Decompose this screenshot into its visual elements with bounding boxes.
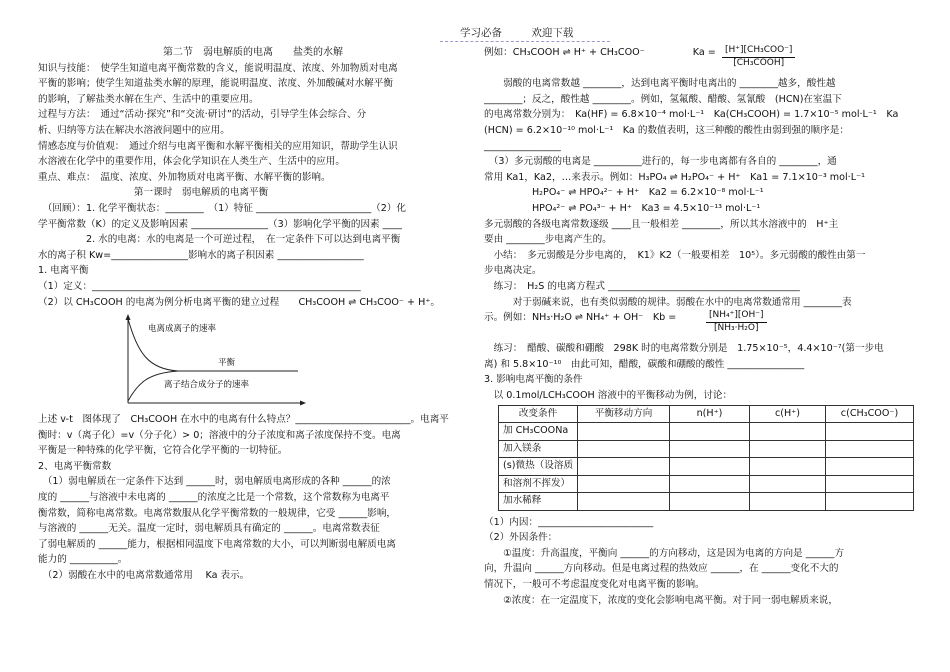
table-cell	[825, 458, 913, 476]
text-line: （1）定义：________________________________________________________	[38, 280, 361, 292]
table-header-cell: c(CH₃COO⁻)	[825, 405, 913, 423]
table-row	[499, 458, 914, 476]
text-line: 小结： 多元弱酸是分步电离的， K1》K2（一般要相差 10⁵）。多元弱酸的酸性由第一	[484, 249, 866, 261]
text-line: 练习： H₂S 的电离方程式 ________________________________________	[484, 280, 800, 292]
text-line: 衡常数，简称电离常数。电离常数服从化学平衡常数的一般规律，它受 ______影响，	[38, 507, 397, 519]
text-line: （2）以 CH₃COOH 的电离为例分析电离平衡的建立过程 CH₃COOH ⇌ CH₃COO⁻ + H⁺。	[38, 296, 440, 308]
left-column	[38, 46, 468, 585]
kb-fraction	[706, 310, 767, 334]
text-line: H₂PO₄⁻ ⇌ HPO₄²⁻ + H⁺ Ka2 = 6.2×10⁻⁸ mol·L⁻¹	[484, 187, 764, 199]
text-line: HPO₄²⁻ ⇌ PO₄³⁻ + H⁺ Ka3 = 4.5×10⁻¹³ mol·L⁻¹	[484, 202, 761, 214]
table-cell	[670, 493, 750, 511]
table-cell: (s)微热（设溶质	[499, 458, 578, 476]
text-line: (HCN) = 6.2×10⁻¹⁰ mol·L⁻¹ Ka 的数值表明，这三种酸的酸性由弱到强的顺序是：	[484, 124, 849, 136]
header-right-text: 欢迎下载	[531, 27, 574, 39]
text-line: 以 0.1mol/LCH₃COOH 溶液中的平衡移动为例，讨论：	[484, 390, 733, 402]
kb-numerator: [NH₄⁺][OH⁻]	[706, 310, 767, 323]
table-cell	[578, 423, 670, 441]
table-cell: 和溶剂不挥发）	[499, 475, 578, 493]
text-line: 向，升温向 ______方向移动。但是电离过程的热效应 ______，在 ______变化不大的	[484, 563, 839, 575]
table-cell	[750, 440, 826, 458]
table-cell	[578, 475, 670, 493]
table-cell	[670, 423, 750, 441]
ka-formula-text: 例如：CH₃COOH ⇌ H⁺ + CH₃COO⁻ Ka =	[484, 47, 716, 58]
table-cell	[825, 440, 913, 458]
text-line: 2. 水的电离：水的电离是一个可逆过程， 在一定条件下可以达到电离平衡	[38, 234, 401, 246]
subsection-title: 第一课时 弱电解质的电离平衡	[38, 187, 269, 199]
text-line: 与溶液的 ______无关。温度一定时，弱电解质具有确定的 ______。电离常数表征	[38, 523, 380, 535]
text-line: 了弱电解质的 ______能力，根据相同温度下电离常数的大小，可以判断弱电解质电离	[38, 538, 397, 550]
table-cell	[578, 493, 670, 511]
text-line: 离) 和 5.8×10⁻¹⁰ 由此可知，醋酸，碳酸和硼酸的酸性 ________________	[484, 358, 805, 370]
table-row	[499, 440, 914, 458]
ka-formula-line	[484, 45, 914, 68]
left-lines-a	[38, 62, 468, 312]
table-cell: 加入镁条	[499, 440, 578, 458]
text-line: 重点、难点： 温度、浓度、外加物质对电离平衡、水解平衡的影响。	[38, 171, 331, 183]
table-cell	[750, 423, 826, 441]
text-line: ________________	[484, 140, 561, 152]
text-line: 知识与技能： 使学生知道电离平衡常数的含义，能说明温度、浓度、外加物质对电离	[38, 62, 398, 74]
text-line: 练习： 醋酸、碳酸和硼酸 298K 时的电离常数分别是 1.75×10⁻⁵，4.4×10⁻⁷(第一步电	[484, 343, 884, 355]
text-line: （1）内因：________________________	[484, 516, 654, 528]
ionization-rate-label: 电离成离子的速率	[148, 324, 217, 335]
table-cell	[750, 475, 826, 493]
text-line: 多元弱酸的各级电离常数逐级 ____且一般相差 ________，所以其水溶液中的 H⁺主	[484, 218, 839, 230]
kb-formula-text: 示。例如：NH₃·H₂O ⇌ NH₄⁺ + OH⁻ Kb =	[484, 312, 677, 324]
table-header-cell: 平衡移动方向	[578, 405, 670, 423]
text-line: （3）多元弱酸的电离是 __________进行的，每一步电离都有各自的 ________，通	[484, 156, 837, 168]
text-line: 弱酸的电离常数越 ________，达到电离平衡时电离出的 ________越多，酸性越	[484, 78, 836, 90]
table-header-cell: 改变条件	[499, 405, 578, 423]
text-line: ________；反之，酸性越 ________。例如，氢氟酸、醋酸、氢氰酸 (HCN)在室温下	[484, 93, 842, 105]
kb-formula-line	[484, 310, 914, 333]
text-line: 能力的 __________。	[38, 554, 128, 566]
table-row	[499, 423, 914, 441]
table-cell	[750, 458, 826, 476]
text-line: 对于弱碱来说，也有类似弱酸的规律。弱酸在水中的电离常数通常用 ________表	[484, 296, 852, 308]
text-line: 1. 电离平衡	[38, 265, 89, 277]
text-line: 上述 v-t 图体现了 CH₃COOH 在水中的电离有什么特点？________________________。电离平	[38, 414, 449, 426]
text-line: 3. 影响电离平衡的条件	[484, 374, 583, 386]
spacer-line	[484, 327, 914, 343]
text-line: 平衡的影响；使学生知道盐类水解的原理，能说明温度、浓度、外加酸碱对水解平衡	[38, 78, 393, 90]
left-lines-b	[38, 413, 468, 585]
text-line: 2、电离平衡常数	[38, 460, 112, 472]
ka-denominator: [CH₃COOH]	[733, 57, 785, 68]
text-line: 水溶液在化学中的重要作用，体会化学知识在人类生产、生活中的应用。	[38, 156, 345, 168]
ka-numerator: [H⁺][CH₃COO⁻]	[722, 45, 795, 58]
text-line: （2）外因条件：	[484, 532, 558, 544]
header-divider	[440, 41, 610, 42]
header-left-text: 学习必备	[460, 27, 502, 39]
table-cell	[578, 440, 670, 458]
text-line: （2）弱酸在水中的电离常数通常用 Ka 表示。	[38, 570, 250, 582]
table-cell: 加 CH₃COONa	[499, 423, 578, 441]
right-column	[484, 46, 914, 609]
text-line: 度的 ______与溶液中未电离的 ______的浓度之比是一个常数，这个常数称为电离平	[38, 492, 390, 504]
table-cell	[825, 475, 913, 493]
table-header-cell: c(H⁺)	[750, 405, 826, 423]
kb-denominator: [NH₃·H₂O]	[714, 322, 759, 333]
text-line: 情况下，一般可不考虑温度变化对电离平衡的影响。	[484, 579, 705, 591]
table-row	[499, 475, 914, 493]
table-cell	[750, 493, 826, 511]
table-cell	[825, 423, 913, 441]
table-cell	[670, 440, 750, 458]
equilibrium-shift-table	[498, 405, 914, 511]
table-header-cell: n(H⁺)	[670, 405, 750, 423]
table-row	[499, 493, 914, 511]
table-cell	[670, 475, 750, 493]
association-rate-label: 离子结合成分子的速率	[164, 380, 250, 391]
table-header-row	[499, 405, 914, 423]
equilibrium-label: 平衡	[218, 358, 236, 369]
v-t-graph-svg	[118, 313, 308, 413]
text-line: ②浓度：在一定温度下，浓度的变化会影响电离平衡。对于同一弱电解质来说，	[484, 594, 838, 606]
text-line: 平衡是一种特殊的化学平衡，它符合化学平衡的一切特征。	[38, 445, 288, 457]
text-line: 水的离子积 Kw=________________影响水的离子积因素 __________________	[38, 249, 364, 261]
text-line: ①温度：升高温度，平衡向 ______的方向移动，这是因为电离的方向是 ______方	[484, 547, 845, 559]
text-line: 的电离常数分别为： Ka(HF) = 6.8×10⁻⁴ mol·L⁻¹ Ka(CH₃COOH) = 1.7×10⁻⁵ mol·L⁻¹ Ka	[484, 109, 899, 121]
text-line: 学平衡常数（K）的定义及影响因素 ________________（3）影响化学平衡的因素 ____	[38, 218, 402, 230]
table-cell	[670, 458, 750, 476]
spacer-line	[484, 62, 914, 78]
text-line: 要由 ________步电离产生的。	[484, 234, 612, 246]
x-axis-arrow	[300, 401, 306, 406]
text-line: （1）弱电解质在一定条件下达到 ______时，弱电解质电离形成的各种 ______的浓	[38, 476, 391, 488]
text-line: 析、归纳等方法在解决水溶液问题中的应用。	[38, 124, 230, 136]
text-line: 常用 Ka1，Ka2，…来表示。例如：H₃PO₄ ⇌ H₂PO₄⁻ + H⁺ Ka1 = 7.1×10⁻³ mol·L⁻¹	[484, 171, 865, 183]
text-line: 步电离决定。	[484, 265, 542, 277]
ka-fraction	[722, 45, 795, 69]
table-cell	[578, 458, 670, 476]
text-line: 情感态度与价值观： 通过介绍与电离平衡和水解平衡相关的应用知识，帮助学生认识	[38, 140, 398, 152]
text-line: 的影响，了解盐类水解在生产、生活中的重要应用。	[38, 93, 259, 105]
text-line: （回顾）：1. 化学平衡状态：________ （1）特征 ________________________（2）化	[38, 202, 407, 214]
v-t-graph	[38, 311, 468, 413]
section-title: 第二节 弱电解质的电离 盐类的水解	[163, 47, 343, 58]
text-line: 过程与方法： 通过“活动·探究”和“交流·研讨”的活动，引导学生体会综合、分	[38, 109, 367, 121]
table-cell: 加水稀释	[499, 493, 578, 511]
page-header	[460, 26, 599, 41]
table-cell	[825, 493, 913, 511]
text-line: 衡时：v（离子化）=v（分子化）> 0；溶液中的分子浓度和离子浓度保持不变。电离	[38, 429, 401, 441]
